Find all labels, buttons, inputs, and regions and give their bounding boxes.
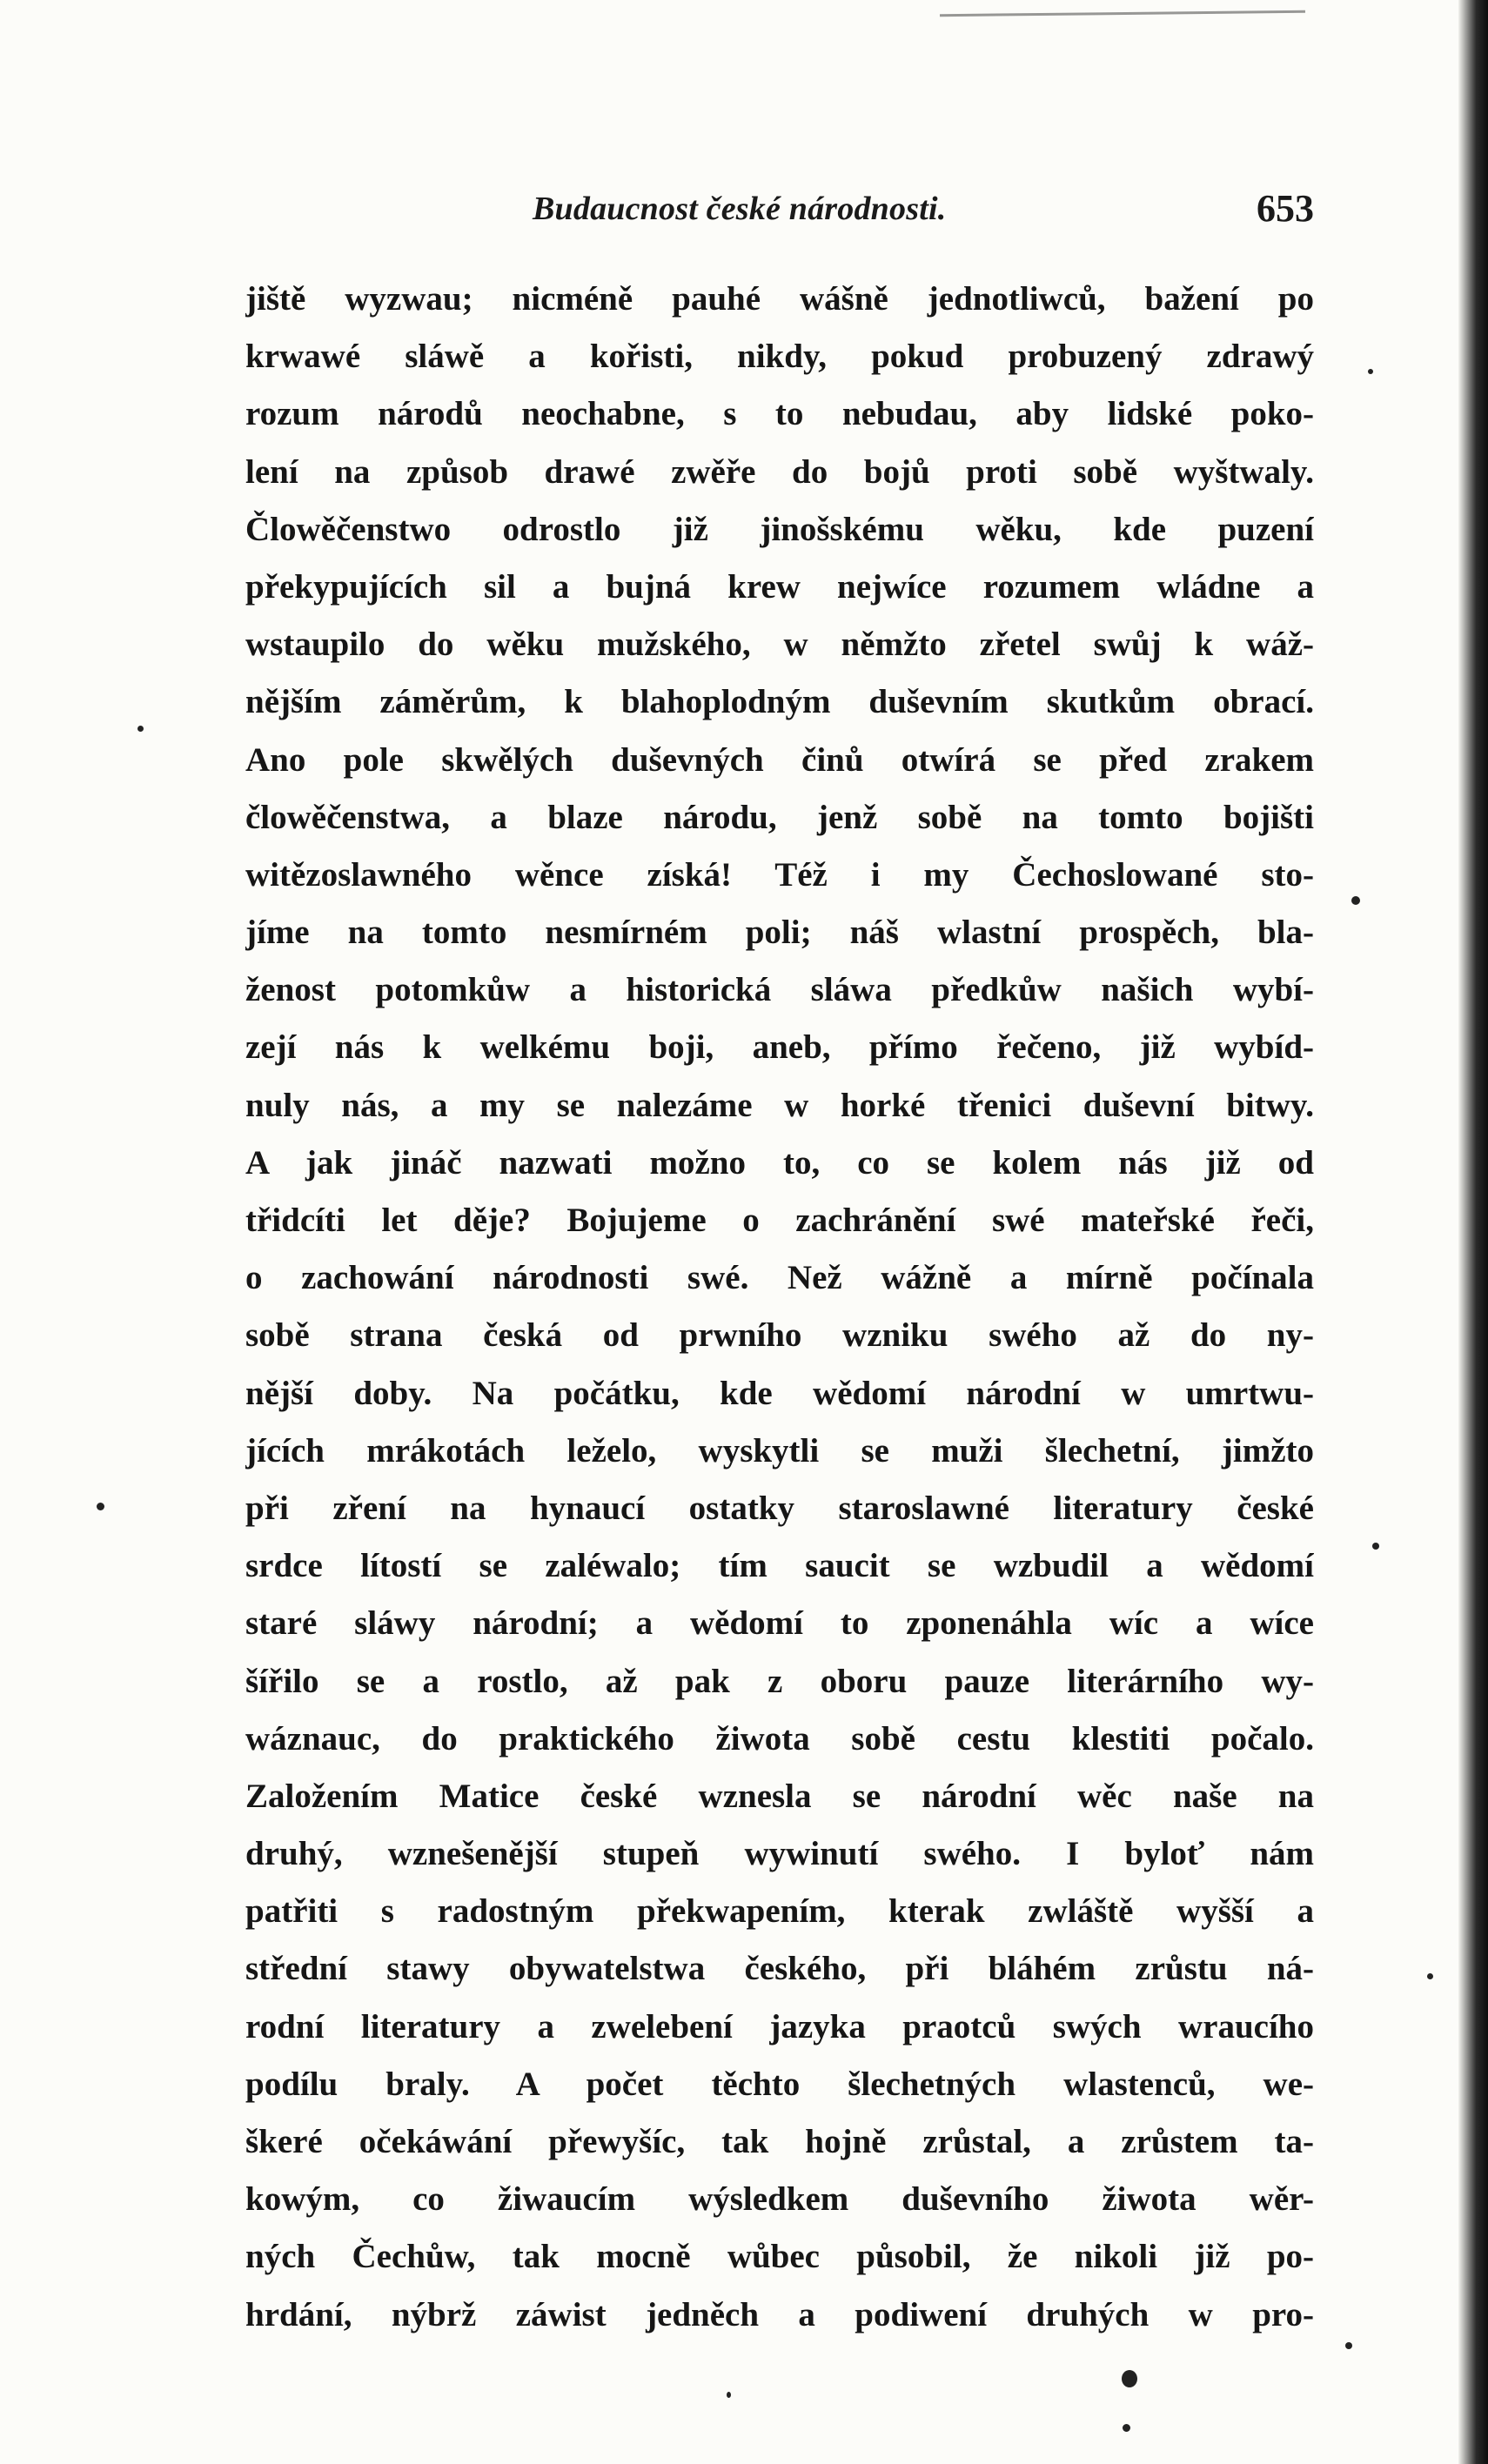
text-line: šířilo se a rostlo, až pak z oboru pauze literárního wy-: [245, 1662, 1314, 1700]
text-line: sobě strana česká od prwního wzniku swého až do ny-: [245, 1316, 1314, 1355]
text-line: jících mrákotách leželo, wyskytli se muži šlechetní, jimžto: [245, 1431, 1314, 1470]
text-line: jíme na tomto nesmírném poli; náš wlastní prospěch, bla-: [245, 914, 1314, 952]
scan-speck: [1427, 1973, 1433, 1979]
text-line: A jak jináč nazwati možno to, co se kolem nás již od: [245, 1143, 1314, 1182]
text-line: překypujících sil a bujná krew nejwíce rozumem wládne a: [245, 567, 1314, 606]
text-line: ženost potomkůw a historická sláwa předkůw našich wybí-: [245, 971, 1314, 1009]
scan-speck: [1122, 2370, 1137, 2387]
text-line: srdce lítostí se zaléwalo; tím saucit se wzbudil a wědomí: [245, 1547, 1314, 1585]
text-line: člowěčenstwa, a blaze národu, jenž sobě na tomto bojišti: [245, 798, 1314, 836]
scan-speck: [1372, 1543, 1379, 1550]
text-line: hrdání, nýbrž záwist jedněch a podiwení druhých w pro-: [245, 2295, 1314, 2333]
page-edge-shadow: [1458, 0, 1488, 2464]
text-line: rozum národů neochabne, s to nebudau, aby lidské poko-: [245, 395, 1314, 433]
text-line: wstaupilo do wěku mužského, w němžto zřetel swůj k wáž-: [245, 626, 1314, 664]
text-line: kowým, co žiwaucím wýsledkem duševního žiwota wěr-: [245, 2180, 1314, 2219]
text-line: zejí nás k welkému boji, aneb, přímo řečeno, již wybíd-: [245, 1028, 1314, 1067]
text-line: o zachowání národnosti swé. Než wážně a mírně počínala: [245, 1259, 1314, 1297]
scan-speck: [1368, 369, 1373, 374]
text-line: lení na způsob drawé zwěře do bojů proti sobě wyštwaly.: [245, 452, 1314, 491]
text-line: rodní literatury a zwelebení jazyka praotců swých wraucího: [245, 2007, 1314, 2046]
scan-speck: [137, 726, 144, 732]
text-line: staré sláwy národní; a wědomí to zponenáhla wíc a wíce: [245, 1604, 1314, 1643]
text-line: druhý, wznešenější stupeň wywinutí swého. I byloť nám: [245, 1835, 1314, 1873]
text-line: nějším záměrům, k blahoplodným duševním skutkům obrací.: [245, 683, 1314, 721]
text-line: škeré očekáwání přewyšíc, tak hojně zrůstal, a zrůstem ta-: [245, 2123, 1314, 2160]
text-line: krwawé sláwě a kořisti, nikdy, pokud probuzený zdrawý: [245, 338, 1314, 376]
text-line: střední stawy obywatelstwa českého, při bláhém zrůstu ná-: [245, 1950, 1314, 1988]
text-line: jiště wyzwau; nicméně pauhé wášně jednotliwců, bažení po: [245, 280, 1314, 318]
scan-speck: [97, 1503, 104, 1510]
scan-speck: [1345, 2342, 1352, 2349]
text-line: patřiti s radostným překwapením, kterak zwláště wyšší a: [245, 1892, 1314, 1931]
text-line: nější doby. Na počátku, kde wědomí národní w umrtwu-: [245, 1374, 1314, 1412]
scan-speck: [1123, 2424, 1130, 2432]
text-line: Ano pole skwělých duševných činů otwírá se před zrakem: [245, 740, 1314, 779]
text-line: Člowěčenstwo odrostlo již jinošskému wěku, kde puzení: [245, 510, 1314, 548]
text-line: Založením Matice české wznesla se národní wěc naše na: [245, 1777, 1314, 1815]
body-text: [245, 271, 1314, 2344]
page-header: [245, 187, 1314, 248]
scan-artifact-line: [940, 10, 1305, 17]
text-line: při zření na hynaucí ostatky staroslawné literatury české: [245, 1489, 1314, 1527]
text-line: witězoslawného wěnce získá! Též i my Čechoslowané sto-: [245, 855, 1314, 894]
scan-speck: [1351, 896, 1360, 905]
text-line: třidcíti let děje? Bojujeme o zachránění swé mateřské řeči,: [245, 1202, 1314, 1239]
text-line: wáznauc, do praktického žiwota sobě cestu klestiti počalo.: [245, 1719, 1314, 1758]
text-line: nuly nás, a my se nalezáme w horké třenici duševní bitwy.: [245, 1086, 1314, 1124]
page-number: 653: [1257, 187, 1314, 230]
running-title: Budaucnost české národnosti.: [533, 191, 947, 227]
text-line: ných Čechůw, tak mocně wůbec působil, že nikoli již po-: [245, 2238, 1314, 2276]
text-line: podílu braly. A počet těchto šlechetných wlastenců, we-: [245, 2065, 1314, 2103]
scan-speck: [727, 2392, 731, 2398]
